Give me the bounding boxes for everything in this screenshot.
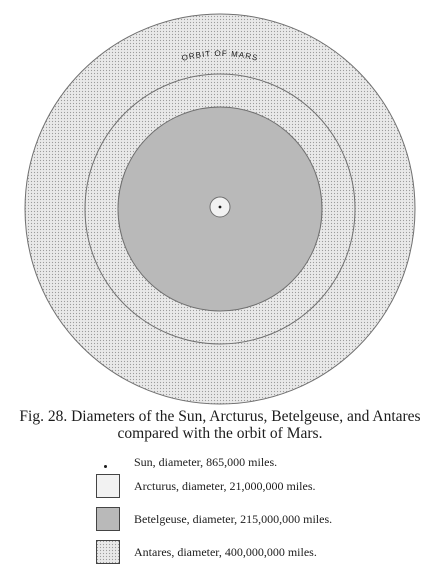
orbit-of-mars-text: ORBIT OF MARS <box>180 48 260 63</box>
antares-legend-label: Antares, diameter, 400,000,000 miles. <box>134 545 317 559</box>
sun-dot <box>219 206 222 209</box>
legend-row-antares <box>0 539 440 569</box>
arcturus-legend-swatch <box>96 474 120 498</box>
arcturus-legend-label: Arcturus, diameter, 21,000,000 miles. <box>134 479 316 493</box>
caption-line-1: Fig. 28. Diameters of the Sun, Arcturus, Betelgeuse, and Antares <box>19 408 421 425</box>
legend-row-betelgeuse <box>0 506 440 536</box>
caption-line-2: compared with the orbit of Mars. <box>117 425 323 442</box>
sun-legend-marker <box>104 465 107 468</box>
figure-caption <box>0 408 440 442</box>
betelgeuse-legend-swatch <box>96 507 120 531</box>
betelgeuse-legend-label: Betelgeuse, diameter, 215,000,000 miles. <box>134 512 333 526</box>
sun-legend-label: Sun, diameter, 865,000 miles. <box>134 455 278 469</box>
legend-row-arcturus <box>0 472 440 502</box>
antares-legend-swatch <box>96 540 120 564</box>
